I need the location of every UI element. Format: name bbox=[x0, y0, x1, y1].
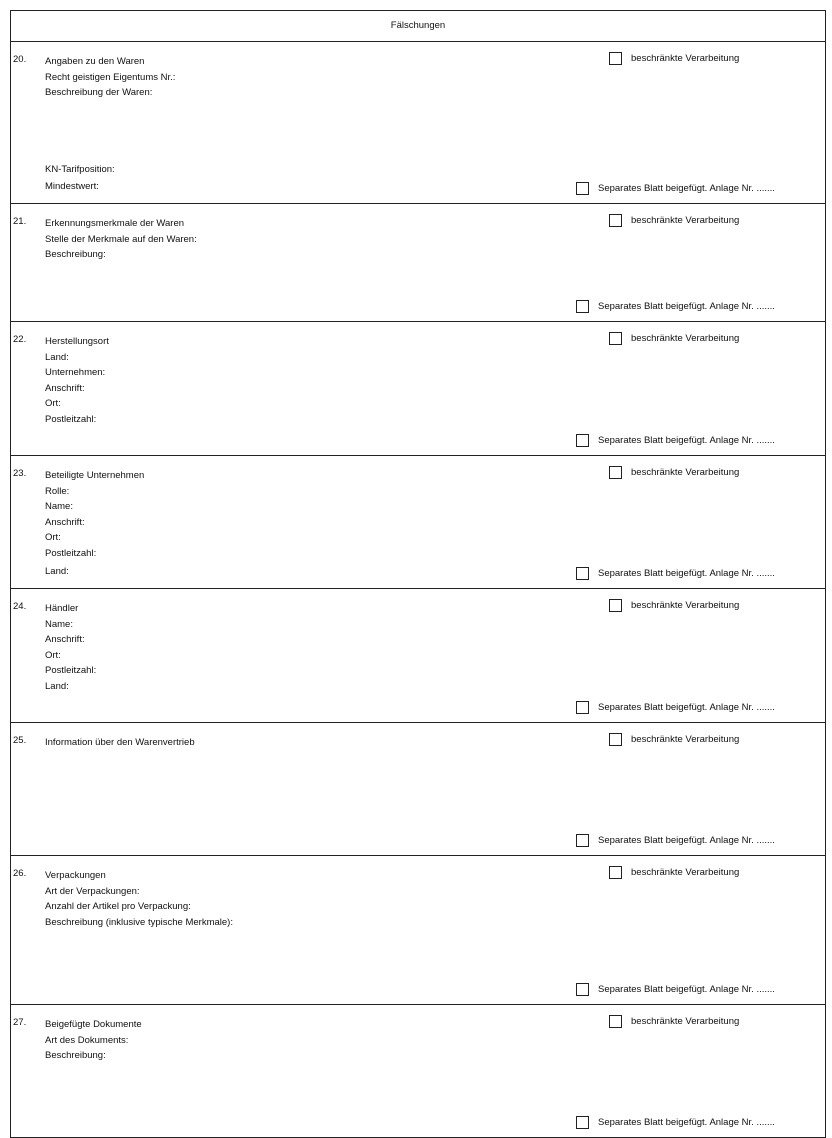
restricted-processing-checkbox[interactable] bbox=[609, 52, 622, 65]
separate-sheet-option[interactable] bbox=[576, 567, 775, 580]
separate-sheet-label: Separates Blatt beigefügt. Anlage Nr. ....... bbox=[598, 702, 775, 714]
field-label: Ort: bbox=[45, 532, 61, 543]
restricted-processing-option[interactable] bbox=[609, 214, 739, 227]
separate-sheet-option[interactable] bbox=[576, 834, 775, 847]
field-label: Herstellungsort bbox=[45, 336, 109, 347]
restricted-processing-label: beschränkte Verarbeitung bbox=[631, 734, 740, 746]
field-label: Land: bbox=[45, 351, 69, 363]
field-label: Ort: bbox=[45, 398, 61, 409]
field-label: Beteiligte Unternehmen bbox=[45, 470, 145, 481]
restricted-processing-label: beschränkte Verarbeitung bbox=[631, 215, 740, 227]
field-labels bbox=[45, 1017, 142, 1064]
separate-sheet-checkbox[interactable] bbox=[576, 300, 589, 313]
field-label: Anzahl der Artikel pro Verpackung: bbox=[45, 901, 191, 912]
field-label: Art des Dokuments: bbox=[45, 1034, 129, 1046]
section-25 bbox=[11, 723, 825, 856]
field-label: Anschrift: bbox=[45, 382, 85, 394]
separate-sheet-option[interactable] bbox=[576, 182, 775, 195]
section-number: 22. bbox=[13, 334, 27, 345]
separate-sheet-option[interactable] bbox=[576, 434, 775, 447]
separate-sheet-checkbox[interactable] bbox=[576, 182, 589, 195]
section-21 bbox=[11, 204, 825, 322]
restricted-processing-label: beschränkte Verarbeitung bbox=[631, 333, 740, 345]
field-label: Mindestwert: bbox=[45, 181, 99, 192]
field-labels bbox=[45, 334, 109, 427]
restricted-processing-label: beschränkte Verarbeitung bbox=[631, 867, 740, 879]
section-26 bbox=[11, 856, 825, 1005]
field-labels bbox=[45, 468, 144, 561]
field-label: Postleitzahl: bbox=[45, 665, 97, 676]
section-number: 25. bbox=[13, 735, 27, 746]
separate-sheet-label: Separates Blatt beigefügt. Anlage Nr. ....... bbox=[598, 183, 775, 195]
separate-sheet-checkbox[interactable] bbox=[576, 701, 589, 714]
restricted-processing-option[interactable] bbox=[609, 866, 739, 879]
section-number: 24. bbox=[13, 601, 27, 612]
field-label: Stelle der Merkmale auf den Waren: bbox=[45, 233, 197, 245]
field-label: Rolle: bbox=[45, 485, 70, 497]
field-labels bbox=[45, 868, 233, 930]
field-label: Beschreibung: bbox=[45, 1050, 106, 1061]
separate-sheet-checkbox[interactable] bbox=[576, 834, 589, 847]
field-labels bbox=[45, 216, 197, 263]
section-number: 21. bbox=[13, 216, 27, 227]
field-label: Erkennungsmerkmale der Waren bbox=[45, 218, 185, 229]
section-number: 20. bbox=[13, 54, 27, 65]
separate-sheet-checkbox[interactable] bbox=[576, 567, 589, 580]
form-title: Fälschungen bbox=[11, 11, 825, 42]
restricted-processing-option[interactable] bbox=[609, 1015, 739, 1028]
restricted-processing-checkbox[interactable] bbox=[609, 214, 622, 227]
restricted-processing-checkbox[interactable] bbox=[609, 599, 622, 612]
restricted-processing-label: beschränkte Verarbeitung bbox=[631, 53, 740, 65]
separate-sheet-label: Separates Blatt beigefügt. Anlage Nr. ....... bbox=[598, 984, 775, 996]
separate-sheet-checkbox[interactable] bbox=[576, 983, 589, 996]
restricted-processing-option[interactable] bbox=[609, 733, 739, 746]
field-label: Unternehmen: bbox=[45, 367, 106, 378]
restricted-processing-checkbox[interactable] bbox=[609, 1015, 622, 1028]
section-20 bbox=[11, 42, 825, 204]
separate-sheet-label: Separates Blatt beigefügt. Anlage Nr. ....... bbox=[598, 568, 775, 580]
separate-sheet-option[interactable] bbox=[576, 983, 775, 996]
section-23 bbox=[11, 456, 825, 589]
restricted-processing-option[interactable] bbox=[609, 599, 739, 612]
field-label: Beigefügte Dokumente bbox=[45, 1019, 142, 1030]
restricted-processing-checkbox[interactable] bbox=[609, 332, 622, 345]
field-label: Postleitzahl: bbox=[45, 547, 97, 559]
field-label: Land: bbox=[45, 566, 69, 577]
separate-sheet-option[interactable] bbox=[576, 1116, 775, 1129]
field-label: Name: bbox=[45, 618, 73, 630]
field-labels bbox=[45, 601, 96, 694]
section-24 bbox=[11, 589, 825, 723]
restricted-processing-option[interactable] bbox=[609, 466, 739, 479]
restricted-processing-label: beschränkte Verarbeitung bbox=[631, 1016, 740, 1028]
field-label: Postleitzahl: bbox=[45, 413, 97, 425]
counterfeits-form bbox=[10, 10, 826, 1138]
field-label: Beschreibung der Waren: bbox=[45, 87, 153, 98]
field-label: Angaben zu den Waren bbox=[45, 56, 145, 67]
bottom-field-labels bbox=[45, 161, 115, 195]
restricted-processing-label: beschränkte Verarbeitung bbox=[631, 600, 740, 612]
restricted-processing-option[interactable] bbox=[609, 332, 739, 345]
separate-sheet-option[interactable] bbox=[576, 300, 775, 313]
field-label: Art der Verpackungen: bbox=[45, 885, 140, 897]
field-label: Recht geistigen Eigentums Nr.: bbox=[45, 71, 176, 83]
field-label: Verpackungen bbox=[45, 870, 106, 881]
separate-sheet-label: Separates Blatt beigefügt. Anlage Nr. ....... bbox=[598, 435, 775, 447]
field-label: Name: bbox=[45, 501, 73, 512]
field-label: Land: bbox=[45, 680, 69, 692]
bottom-field-labels bbox=[45, 563, 69, 580]
separate-sheet-label: Separates Blatt beigefügt. Anlage Nr. ....... bbox=[598, 835, 775, 847]
field-label: Anschrift: bbox=[45, 634, 85, 645]
field-label: Ort: bbox=[45, 649, 61, 661]
field-label: Händler bbox=[45, 603, 79, 614]
restricted-processing-checkbox[interactable] bbox=[609, 866, 622, 879]
restricted-processing-option[interactable] bbox=[609, 52, 739, 65]
section-22 bbox=[11, 322, 825, 456]
section-27 bbox=[11, 1005, 825, 1137]
field-label: Anschrift: bbox=[45, 516, 85, 528]
separate-sheet-checkbox[interactable] bbox=[576, 434, 589, 447]
field-label: Beschreibung (inklusive typische Merkmale): bbox=[45, 916, 233, 928]
field-labels bbox=[45, 735, 195, 751]
field-label: KN-Tarifposition: bbox=[45, 164, 115, 175]
separate-sheet-label: Separates Blatt beigefügt. Anlage Nr. ....... bbox=[598, 1117, 775, 1129]
section-number: 23. bbox=[13, 468, 27, 479]
section-number: 26. bbox=[13, 868, 27, 879]
restricted-processing-label: beschränkte Verarbeitung bbox=[631, 467, 740, 479]
section-number: 27. bbox=[13, 1017, 27, 1028]
field-label: Beschreibung: bbox=[45, 249, 106, 260]
separate-sheet-checkbox[interactable] bbox=[576, 1116, 589, 1129]
separate-sheet-option[interactable] bbox=[576, 701, 775, 714]
restricted-processing-checkbox[interactable] bbox=[609, 466, 622, 479]
separate-sheet-label: Separates Blatt beigefügt. Anlage Nr. ....... bbox=[598, 301, 775, 313]
restricted-processing-checkbox[interactable] bbox=[609, 733, 622, 746]
field-labels bbox=[45, 54, 175, 101]
field-label: Information über den Warenvertrieb bbox=[45, 737, 195, 748]
